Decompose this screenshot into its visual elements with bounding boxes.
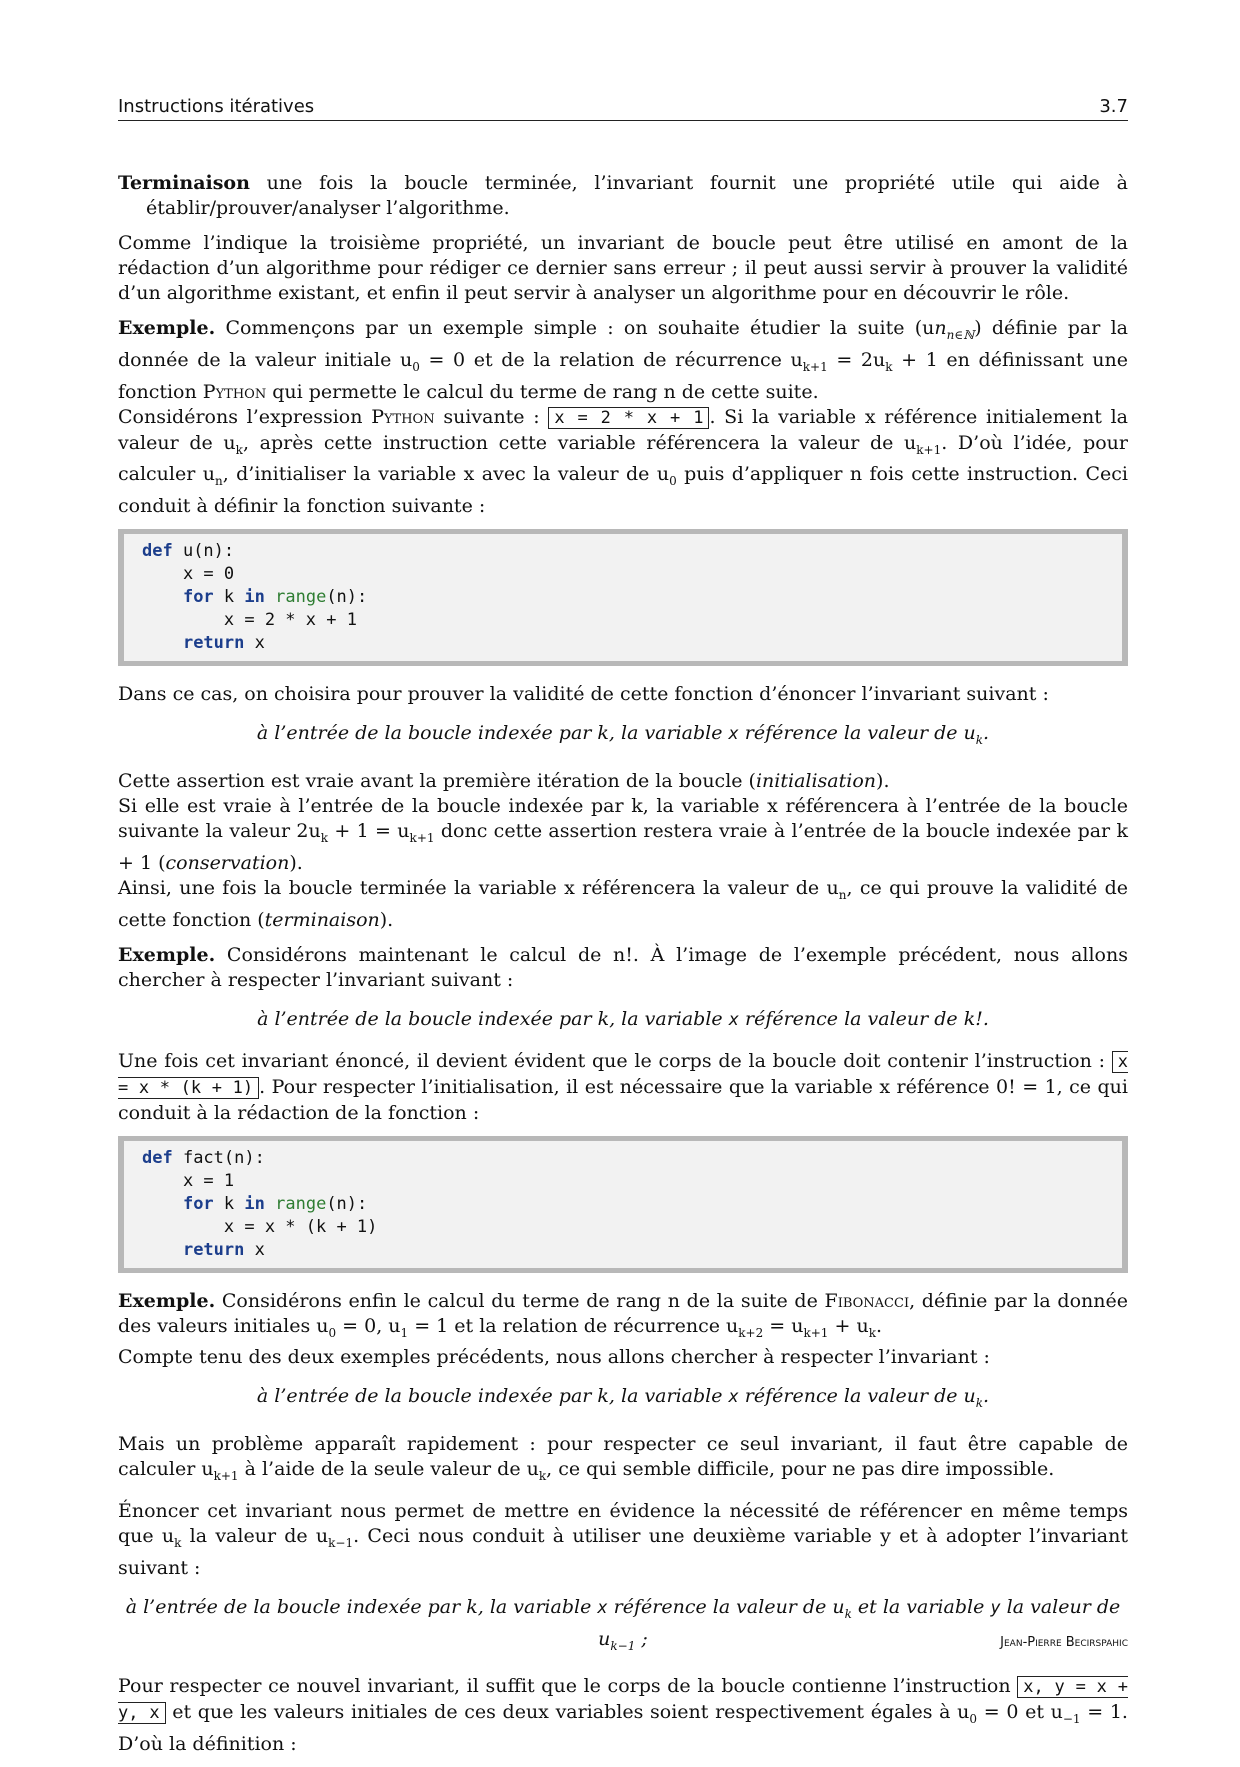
page-content (118, 171, 1128, 1757)
paragraph-proof: Cette assertion est vraie avant la première itération de la boucle (initialisation). Si elle est vraie à l’entrée de la boucle indexée par k, la variable x référencera à l’entrée de la boucle suivante la valeur $2u_k + 1 = u_{k+1}$ donc cette assertion restera vraie à l’entrée de la boucle indexée par k + 1 (conservation). Ainsi, une fois la boucle terminée la variable x référencera la valeur de $u_n$, ce qui prouve la validité de cette fonction (terminaison). (118, 769, 1128, 931)
example-3: Exemple. Considérons enfin le calcul du terme de rang n de la suite de Fibonacci, définie par la donnée des valeurs initiales $u_0 = 0$, $u_1 = 1$ et la relation de récurrence $u_{k+2} = u_{k+1} + u_k$. Compte tenu des deux exemples précédents, nous allons chercher à respecter l’invariant : (118, 1289, 1128, 1369)
invariant-2: à l’entrée de la boucle indexée par k, la variable x référence la valeur de k!. (257, 1007, 989, 1030)
code-block-fact: def fact(n): x = 1 for k in range(n): x = x * (k + 1) return x (118, 1136, 1128, 1273)
invariant-4: à l’entrée de la boucle indexée par k, la variable x référence la valeur de $u_k$ et la variable y la valeur de $u_{k-1}$ ; (125, 1595, 1121, 1653)
invariant-3: à l’entrée de la boucle indexée par k, la variable x référence la valeur de $u_k$. (256, 1385, 990, 1411)
invariant-1: à l’entrée de la boucle indexée par k, la variable x référence la valeur de $u_k$. (256, 722, 990, 747)
example-1: Exemple. Commençons par un exemple simple : on souhaite étudier la suite $(un_{n\in ℕ})$ définie par la donnée de la valeur initiale $u_0 = 0$ et de la relation de récurrence $u_{k+1} = 2u_k + 1$ en définissant une fonction Python qui permette le calcul du terme de rang n de cette suite. Considérons l’expression Python suivante : x = 2 * x + 1 . Si la variable x référence initialement la valeur de $u_k$, après cette instruction cette variable référencera la valeur de $u_{k+1}$. D’où l’idée, pour calculer $u_n$, d’initialiser la variable x avec la valeur de $u_0$ puis d’appliquer n fois cette instruction. Ceci conduit à définir la fonction suivante : (118, 317, 1128, 518)
inline-code-box: x = x * (k + 1) (118, 1051, 1128, 1098)
paragraph-invariant-intro: Dans ce cas, on choisira pour prouver la validité de cette fonction d’énoncer l’invariant suivant : (118, 683, 1049, 706)
inline-code-box: x = 2 * x + 1 (548, 407, 709, 429)
term-label: Terminaison (118, 172, 250, 194)
paragraph-intro: Comme l’indique la troisième propriété, un invariant de boucle peut être utilisé en amont de la rédaction d’un algorithme pour rédiger ce dernier sans erreur ; il peut aussi servir à prouver la validité d’un algorithme existant, et enfin il peut servir à analyser un algorithme pour en découvrir le rôle. (118, 232, 1128, 304)
page-header (118, 96, 1128, 121)
page (118, 96, 1128, 1767)
chapter-title: Instructions itératives (118, 96, 315, 117)
page-footer-author: Jean-Pierre Becirspahic (1000, 1635, 1128, 1650)
code-block-u: def u(n): x = 0 for k in range(n): x = 2 * x + 1 return x (118, 529, 1128, 666)
section-number: 3.7 (1099, 96, 1128, 117)
inline-code-box: x, y = x + y, x (118, 1677, 1128, 1724)
paragraph-definition: Pour respecter ce nouvel invariant, il suffit que le corps de la boucle contienne l’instruction x, y = x + y, x et que les valeurs initiales de ces deux variables soient respectivement égales à $u_0 = 0$ et $u_{-1} = 1$. D’où la définition : (118, 1675, 1128, 1756)
paragraph-problem: Mais un problème apparaît rapidement : pour respecter ce seul invariant, il faut être capable de calculer $u_{k+1}$ à l’aide de la seule valeur de $u_k$, ce qui semble difficile, pour ne pas dire impossible. (118, 1433, 1128, 1483)
paragraph-two-vars: Énoncer cet invariant nous permet de mettre en évidence la nécessité de référencer en même temps que $u_k$ la valeur de $u_{k-1}$. Ceci nous conduit à utiliser une deuxième variable y et à adopter l’invariant suivant : (118, 1499, 1128, 1579)
termination-item: Terminaison une fois la boucle terminée, l’invariant fournit une propriété utile qui aide à établir/prouver/analyser l’algorithme. (118, 172, 1128, 219)
example-2: Exemple. Considérons maintenant le calcul de n!. À l’image de l’exemple précédent, nous allons chercher à respecter l’invariant suivant : (118, 943, 1128, 991)
paragraph-fact: Une fois cet invariant énoncé, il devient évident que le corps de la boucle doit contenir l’instruction : x = x * (k + 1) . Pour respecter l’initialisation, il est nécessaire que la variable x référence 0! = 1, ce qui conduit à la rédaction de la fonction : (118, 1049, 1128, 1124)
